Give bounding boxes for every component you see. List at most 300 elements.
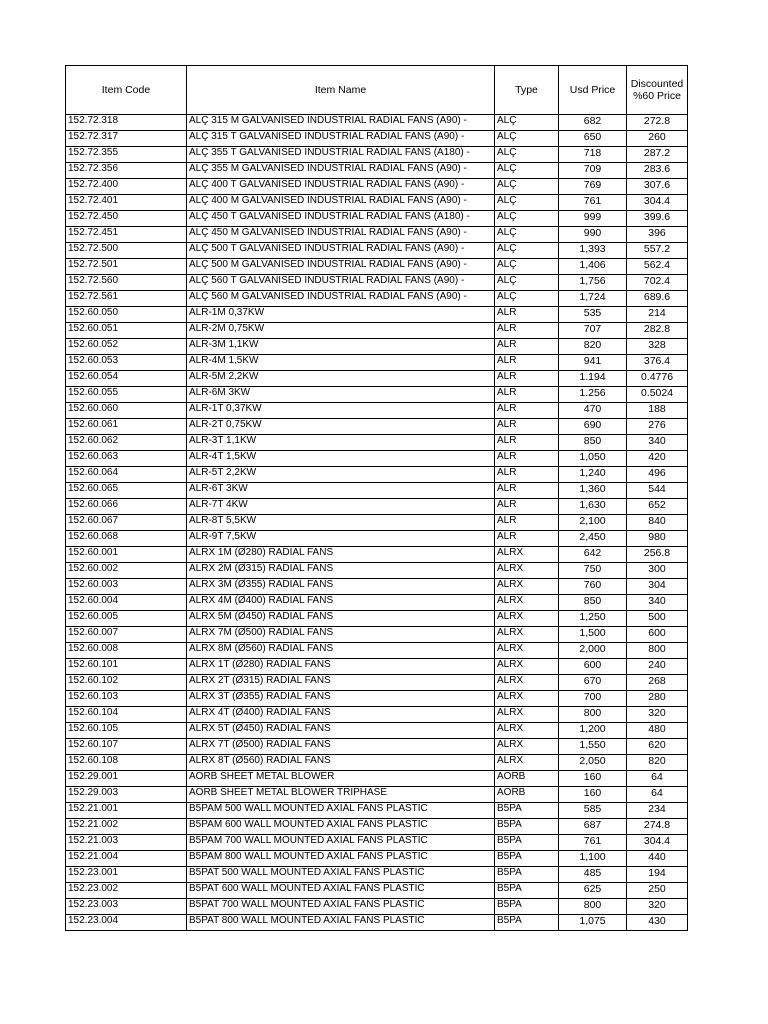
type-cell: ALR <box>495 419 559 435</box>
type-cell: ALRX <box>495 579 559 595</box>
table-row <box>66 867 688 883</box>
usd-price-cell: 999 <box>559 211 627 227</box>
item-code-cell: 152.29.001 <box>66 771 187 787</box>
table-row <box>66 419 688 435</box>
type-cell: ALRX <box>495 595 559 611</box>
table-row <box>66 371 688 387</box>
discounted-price-cell: 276 <box>627 419 688 435</box>
table-row <box>66 883 688 899</box>
usd-price-cell: 1,393 <box>559 243 627 259</box>
discounted-price-cell: 240 <box>627 659 688 675</box>
discounted-price-cell: 188 <box>627 403 688 419</box>
type-cell: ALRX <box>495 563 559 579</box>
discounted-price-cell: 304 <box>627 579 688 595</box>
item-name-cell: ALR-1T 0,37KW <box>187 403 495 419</box>
item-code-cell: 152.72.317 <box>66 131 187 147</box>
item-code-cell: 152.60.005 <box>66 611 187 627</box>
header-usd-price: Usd Price <box>559 66 627 115</box>
item-code-cell: 152.21.001 <box>66 803 187 819</box>
item-code-cell: 152.72.561 <box>66 291 187 307</box>
usd-price-cell: 750 <box>559 563 627 579</box>
usd-price-cell: 1,724 <box>559 291 627 307</box>
usd-price-cell: 2,100 <box>559 515 627 531</box>
header-item-code: Item Code <box>66 66 187 115</box>
item-code-cell: 152.23.004 <box>66 915 187 931</box>
table-row <box>66 819 688 835</box>
table-row <box>66 611 688 627</box>
item-code-cell: 152.60.064 <box>66 467 187 483</box>
item-code-cell: 152.72.318 <box>66 115 187 131</box>
discounted-price-cell: 256.8 <box>627 547 688 563</box>
item-name-cell: ALR-5M 2,2KW <box>187 371 495 387</box>
item-code-cell: 152.60.003 <box>66 579 187 595</box>
type-cell: ALRX <box>495 611 559 627</box>
discounted-price-cell: 496 <box>627 467 688 483</box>
usd-price-cell: 1,406 <box>559 259 627 275</box>
type-cell: ALR <box>495 515 559 531</box>
item-name-cell: ALÇ 400 T GALVANISED INDUSTRIAL RADIAL FANS (A90) - <box>187 179 495 195</box>
table-row <box>66 211 688 227</box>
item-code-cell: 152.60.104 <box>66 707 187 723</box>
discounted-price-cell: 340 <box>627 435 688 451</box>
type-cell: ALRX <box>495 643 559 659</box>
discounted-price-cell: 980 <box>627 531 688 547</box>
discounted-price-cell: 268 <box>627 675 688 691</box>
type-cell: B5PA <box>495 803 559 819</box>
table-body <box>66 115 688 931</box>
item-code-cell: 152.60.108 <box>66 755 187 771</box>
discounted-price-cell: 399.6 <box>627 211 688 227</box>
table-row <box>66 659 688 675</box>
item-code-cell: 152.21.002 <box>66 819 187 835</box>
table-row <box>66 403 688 419</box>
price-list-table <box>65 65 688 931</box>
discounted-price-cell: 480 <box>627 723 688 739</box>
type-cell: ALÇ <box>495 195 559 211</box>
item-code-cell: 152.72.560 <box>66 275 187 291</box>
usd-price-cell: 800 <box>559 707 627 723</box>
type-cell: B5PA <box>495 883 559 899</box>
type-cell: B5PA <box>495 819 559 835</box>
usd-price-cell: 850 <box>559 435 627 451</box>
table-row <box>66 675 688 691</box>
type-cell: ALR <box>495 499 559 515</box>
item-code-cell: 152.72.356 <box>66 163 187 179</box>
item-name-cell: ALÇ 355 M GALVANISED INDUSTRIAL RADIAL FANS (A90) - <box>187 163 495 179</box>
usd-price-cell: 642 <box>559 547 627 563</box>
discounted-price-cell: 557.2 <box>627 243 688 259</box>
usd-price-cell: 160 <box>559 771 627 787</box>
item-name-cell: ALRX 4T (Ø400) RADIAL FANS <box>187 707 495 723</box>
type-cell: ALÇ <box>495 291 559 307</box>
table-row <box>66 739 688 755</box>
usd-price-cell: 625 <box>559 883 627 899</box>
discounted-price-cell: 64 <box>627 771 688 787</box>
table-row <box>66 243 688 259</box>
table-row <box>66 291 688 307</box>
discounted-price-cell: 307.6 <box>627 179 688 195</box>
type-cell: ALÇ <box>495 211 559 227</box>
item-code-cell: 152.60.065 <box>66 483 187 499</box>
item-name-cell: ALRX 7T (Ø500) RADIAL FANS <box>187 739 495 755</box>
item-code-cell: 152.60.060 <box>66 403 187 419</box>
discounted-price-cell: 283.6 <box>627 163 688 179</box>
type-cell: ALR <box>495 307 559 323</box>
table-row <box>66 787 688 803</box>
table-row <box>66 339 688 355</box>
usd-price-cell: 800 <box>559 899 627 915</box>
table-row <box>66 707 688 723</box>
usd-price-cell: 1.194 <box>559 371 627 387</box>
type-cell: B5PA <box>495 851 559 867</box>
item-name-cell: ALRX 3T (Ø355) RADIAL FANS <box>187 691 495 707</box>
table-row <box>66 723 688 739</box>
type-cell: ALRX <box>495 691 559 707</box>
discounted-price-cell: 396 <box>627 227 688 243</box>
usd-price-cell: 1,075 <box>559 915 627 931</box>
item-code-cell: 152.60.068 <box>66 531 187 547</box>
usd-price-cell: 1,550 <box>559 739 627 755</box>
header-row <box>66 66 688 115</box>
item-name-cell: ALÇ 450 T GALVANISED INDUSTRIAL RADIAL FANS (A180) - <box>187 211 495 227</box>
discounted-price-cell: 282.8 <box>627 323 688 339</box>
type-cell: ALR <box>495 483 559 499</box>
table-row <box>66 755 688 771</box>
discounted-price-cell: 328 <box>627 339 688 355</box>
item-code-cell: 152.72.500 <box>66 243 187 259</box>
item-code-cell: 152.21.003 <box>66 835 187 851</box>
discounted-price-cell: 320 <box>627 899 688 915</box>
table-row <box>66 115 688 131</box>
type-cell: ALÇ <box>495 275 559 291</box>
usd-price-cell: 1,240 <box>559 467 627 483</box>
table-row <box>66 483 688 499</box>
type-cell: ALRX <box>495 723 559 739</box>
table-row <box>66 579 688 595</box>
usd-price-cell: 1,500 <box>559 627 627 643</box>
item-name-cell: ALR-3T 1,1KW <box>187 435 495 451</box>
type-cell: ALÇ <box>495 179 559 195</box>
usd-price-cell: 1,360 <box>559 483 627 499</box>
discounted-price-cell: 500 <box>627 611 688 627</box>
item-name-cell: ALRX 4M (Ø400) RADIAL FANS <box>187 595 495 611</box>
table-row <box>66 163 688 179</box>
item-name-cell: ALRX 1T (Ø280) RADIAL FANS <box>187 659 495 675</box>
item-code-cell: 152.21.004 <box>66 851 187 867</box>
usd-price-cell: 585 <box>559 803 627 819</box>
usd-price-cell: 535 <box>559 307 627 323</box>
item-code-cell: 152.29.003 <box>66 787 187 803</box>
type-cell: ALR <box>495 323 559 339</box>
item-code-cell: 152.60.066 <box>66 499 187 515</box>
discounted-price-cell: 214 <box>627 307 688 323</box>
usd-price-cell: 760 <box>559 579 627 595</box>
item-code-cell: 152.72.401 <box>66 195 187 211</box>
item-name-cell: ALÇ 500 M GALVANISED INDUSTRIAL RADIAL FANS (A90) - <box>187 259 495 275</box>
table-row <box>66 643 688 659</box>
item-code-cell: 152.60.103 <box>66 691 187 707</box>
item-name-cell: ALRX 5T (Ø450) RADIAL FANS <box>187 723 495 739</box>
item-code-cell: 152.60.055 <box>66 387 187 403</box>
usd-price-cell: 600 <box>559 659 627 675</box>
table-row <box>66 515 688 531</box>
type-cell: ALRX <box>495 627 559 643</box>
table-row <box>66 259 688 275</box>
item-code-cell: 152.23.001 <box>66 867 187 883</box>
discounted-price-cell: 250 <box>627 883 688 899</box>
usd-price-cell: 1,050 <box>559 451 627 467</box>
discounted-price-cell: 800 <box>627 643 688 659</box>
table-row <box>66 915 688 931</box>
type-cell: ALÇ <box>495 115 559 131</box>
item-name-cell: B5PAT 500 WALL MOUNTED AXIAL FANS PLASTIC <box>187 867 495 883</box>
type-cell: B5PA <box>495 835 559 851</box>
item-name-cell: ALÇ 400 M GALVANISED INDUSTRIAL RADIAL FANS (A90) - <box>187 195 495 211</box>
table-row <box>66 851 688 867</box>
item-code-cell: 152.60.101 <box>66 659 187 675</box>
usd-price-cell: 670 <box>559 675 627 691</box>
usd-price-cell: 990 <box>559 227 627 243</box>
type-cell: ALR <box>495 371 559 387</box>
type-cell: ALÇ <box>495 243 559 259</box>
usd-price-cell: 650 <box>559 131 627 147</box>
table-row <box>66 771 688 787</box>
item-code-cell: 152.60.007 <box>66 627 187 643</box>
usd-price-cell: 707 <box>559 323 627 339</box>
table-row <box>66 355 688 371</box>
header-item-name: Item Name <box>187 66 495 115</box>
table-row <box>66 387 688 403</box>
discounted-price-cell: 304.4 <box>627 195 688 211</box>
item-code-cell: 152.60.061 <box>66 419 187 435</box>
table-row <box>66 563 688 579</box>
usd-price-cell: 820 <box>559 339 627 355</box>
discounted-price-cell: 430 <box>627 915 688 931</box>
usd-price-cell: 709 <box>559 163 627 179</box>
item-name-cell: ALR-4M 1,5KW <box>187 355 495 371</box>
type-cell: ALRX <box>495 755 559 771</box>
discounted-price-cell: 689.6 <box>627 291 688 307</box>
discounted-price-cell: 274.8 <box>627 819 688 835</box>
discounted-price-cell: 702.4 <box>627 275 688 291</box>
table-row <box>66 835 688 851</box>
item-code-cell: 152.60.105 <box>66 723 187 739</box>
table-row <box>66 547 688 563</box>
item-name-cell: ALR-2M 0,75KW <box>187 323 495 339</box>
item-name-cell: ALÇ 560 T GALVANISED INDUSTRIAL RADIAL FANS (A90) - <box>187 275 495 291</box>
usd-price-cell: 761 <box>559 195 627 211</box>
usd-price-cell: 1.256 <box>559 387 627 403</box>
discounted-price-cell: 64 <box>627 787 688 803</box>
table-row <box>66 275 688 291</box>
type-cell: ALRX <box>495 739 559 755</box>
discounted-price-cell: 272.8 <box>627 115 688 131</box>
item-name-cell: ALRX 1M (Ø280) RADIAL FANS <box>187 547 495 563</box>
item-name-cell: B5PAM 500 WALL MOUNTED AXIAL FANS PLASTIC <box>187 803 495 819</box>
table-row <box>66 627 688 643</box>
item-name-cell: ALR-7T 4KW <box>187 499 495 515</box>
discounted-price-cell: 194 <box>627 867 688 883</box>
item-name-cell: ALRX 3M (Ø355) RADIAL FANS <box>187 579 495 595</box>
table-header <box>66 66 688 115</box>
item-name-cell: B5PAM 800 WALL MOUNTED AXIAL FANS PLASTIC <box>187 851 495 867</box>
type-cell: ALR <box>495 531 559 547</box>
type-cell: ALÇ <box>495 259 559 275</box>
table-row <box>66 531 688 547</box>
item-name-cell: ALÇ 315 M GALVANISED INDUSTRIAL RADIAL FANS (A90) - <box>187 115 495 131</box>
type-cell: ALRX <box>495 659 559 675</box>
item-name-cell: AORB SHEET METAL BLOWER TRIPHASE <box>187 787 495 803</box>
table-row <box>66 899 688 915</box>
usd-price-cell: 690 <box>559 419 627 435</box>
item-code-cell: 152.60.053 <box>66 355 187 371</box>
usd-price-cell: 718 <box>559 147 627 163</box>
item-code-cell: 152.60.050 <box>66 307 187 323</box>
usd-price-cell: 700 <box>559 691 627 707</box>
discounted-price-cell: 300 <box>627 563 688 579</box>
type-cell: ALR <box>495 451 559 467</box>
item-name-cell: ALR-4T 1,5KW <box>187 451 495 467</box>
item-name-cell: ALR-3M 1,1KW <box>187 339 495 355</box>
item-name-cell: ALR-6M 3KW <box>187 387 495 403</box>
item-code-cell: 152.72.355 <box>66 147 187 163</box>
type-cell: ALR <box>495 339 559 355</box>
discounted-price-cell: 0.4776 <box>627 371 688 387</box>
item-code-cell: 152.60.054 <box>66 371 187 387</box>
discounted-price-cell: 620 <box>627 739 688 755</box>
item-code-cell: 152.60.004 <box>66 595 187 611</box>
item-name-cell: ALÇ 450 M GALVANISED INDUSTRIAL RADIAL FANS (A90) - <box>187 227 495 243</box>
item-name-cell: B5PAM 700 WALL MOUNTED AXIAL FANS PLASTIC <box>187 835 495 851</box>
type-cell: B5PA <box>495 915 559 931</box>
type-cell: ALÇ <box>495 147 559 163</box>
item-name-cell: B5PAM 600 WALL MOUNTED AXIAL FANS PLASTIC <box>187 819 495 835</box>
item-code-cell: 152.60.063 <box>66 451 187 467</box>
table-row <box>66 227 688 243</box>
item-name-cell: B5PAT 800 WALL MOUNTED AXIAL FANS PLASTIC <box>187 915 495 931</box>
discounted-price-cell: 440 <box>627 851 688 867</box>
item-code-cell: 152.23.003 <box>66 899 187 915</box>
usd-price-cell: 2,000 <box>559 643 627 659</box>
discounted-price-cell: 420 <box>627 451 688 467</box>
discounted-price-cell: 260 <box>627 131 688 147</box>
item-code-cell: 152.60.002 <box>66 563 187 579</box>
item-code-cell: 152.60.062 <box>66 435 187 451</box>
type-cell: ALR <box>495 387 559 403</box>
discounted-price-cell: 0.5024 <box>627 387 688 403</box>
usd-price-cell: 1,630 <box>559 499 627 515</box>
table-row <box>66 179 688 195</box>
item-name-cell: ALR-5T 2,2KW <box>187 467 495 483</box>
item-name-cell: ALÇ 560 M GALVANISED INDUSTRIAL RADIAL FANS (A90) - <box>187 291 495 307</box>
usd-price-cell: 2,050 <box>559 755 627 771</box>
usd-price-cell: 485 <box>559 867 627 883</box>
discounted-price-cell: 320 <box>627 707 688 723</box>
table-row <box>66 451 688 467</box>
header-type: Type <box>495 66 559 115</box>
item-name-cell: ALRX 2T (Ø315) RADIAL FANS <box>187 675 495 691</box>
discounted-price-cell: 304.4 <box>627 835 688 851</box>
discounted-price-cell: 840 <box>627 515 688 531</box>
item-code-cell: 152.60.008 <box>66 643 187 659</box>
item-name-cell: ALRX 5M (Ø450) RADIAL FANS <box>187 611 495 627</box>
table-row <box>66 595 688 611</box>
type-cell: ALÇ <box>495 131 559 147</box>
discounted-price-cell: 652 <box>627 499 688 515</box>
item-name-cell: AORB SHEET METAL BLOWER <box>187 771 495 787</box>
usd-price-cell: 850 <box>559 595 627 611</box>
type-cell: ALÇ <box>495 163 559 179</box>
item-code-cell: 152.60.001 <box>66 547 187 563</box>
usd-price-cell: 761 <box>559 835 627 851</box>
type-cell: ALRX <box>495 707 559 723</box>
item-code-cell: 152.60.052 <box>66 339 187 355</box>
usd-price-cell: 470 <box>559 403 627 419</box>
discounted-price-cell: 280 <box>627 691 688 707</box>
table-row <box>66 467 688 483</box>
item-name-cell: ALR-9T 7,5KW <box>187 531 495 547</box>
usd-price-cell: 769 <box>559 179 627 195</box>
usd-price-cell: 1,250 <box>559 611 627 627</box>
table-row <box>66 435 688 451</box>
item-name-cell: ALÇ 315 T GALVANISED INDUSTRIAL RADIAL FANS (A90) - <box>187 131 495 147</box>
table-row <box>66 499 688 515</box>
item-name-cell: ALR-8T 5,5KW <box>187 515 495 531</box>
type-cell: B5PA <box>495 867 559 883</box>
item-name-cell: ALÇ 500 T GALVANISED INDUSTRIAL RADIAL FANS (A90) - <box>187 243 495 259</box>
item-name-cell: ALRX 2M (Ø315) RADIAL FANS <box>187 563 495 579</box>
discounted-price-cell: 287.2 <box>627 147 688 163</box>
item-name-cell: ALRX 8M (Ø560) RADIAL FANS <box>187 643 495 659</box>
table-row <box>66 691 688 707</box>
usd-price-cell: 941 <box>559 355 627 371</box>
type-cell: ALRX <box>495 547 559 563</box>
item-name-cell: ALRX 7M (Ø500) RADIAL FANS <box>187 627 495 643</box>
item-name-cell: ALRX 8T (Ø560) RADIAL FANS <box>187 755 495 771</box>
type-cell: ALR <box>495 355 559 371</box>
discounted-price-cell: 544 <box>627 483 688 499</box>
item-code-cell: 152.60.107 <box>66 739 187 755</box>
usd-price-cell: 1,200 <box>559 723 627 739</box>
table-row <box>66 195 688 211</box>
table-row <box>66 323 688 339</box>
table-row <box>66 307 688 323</box>
header-discounted-price: Discounted %60 Price <box>627 66 688 115</box>
type-cell: B5PA <box>495 899 559 915</box>
type-cell: ALÇ <box>495 227 559 243</box>
item-name-cell: B5PAT 700 WALL MOUNTED AXIAL FANS PLASTIC <box>187 899 495 915</box>
item-code-cell: 152.72.501 <box>66 259 187 275</box>
item-name-cell: B5PAT 600 WALL MOUNTED AXIAL FANS PLASTIC <box>187 883 495 899</box>
type-cell: ALR <box>495 467 559 483</box>
type-cell: ALRX <box>495 675 559 691</box>
discounted-price-cell: 234 <box>627 803 688 819</box>
item-code-cell: 152.72.451 <box>66 227 187 243</box>
table-row <box>66 803 688 819</box>
type-cell: ALR <box>495 403 559 419</box>
item-code-cell: 152.60.051 <box>66 323 187 339</box>
usd-price-cell: 160 <box>559 787 627 803</box>
discounted-price-cell: 340 <box>627 595 688 611</box>
item-code-cell: 152.60.067 <box>66 515 187 531</box>
table-row <box>66 147 688 163</box>
item-code-cell: 152.23.002 <box>66 883 187 899</box>
item-code-cell: 152.72.450 <box>66 211 187 227</box>
item-name-cell: ALR-2T 0,75KW <box>187 419 495 435</box>
type-cell: AORB <box>495 787 559 803</box>
discounted-price-cell: 820 <box>627 755 688 771</box>
usd-price-cell: 687 <box>559 819 627 835</box>
